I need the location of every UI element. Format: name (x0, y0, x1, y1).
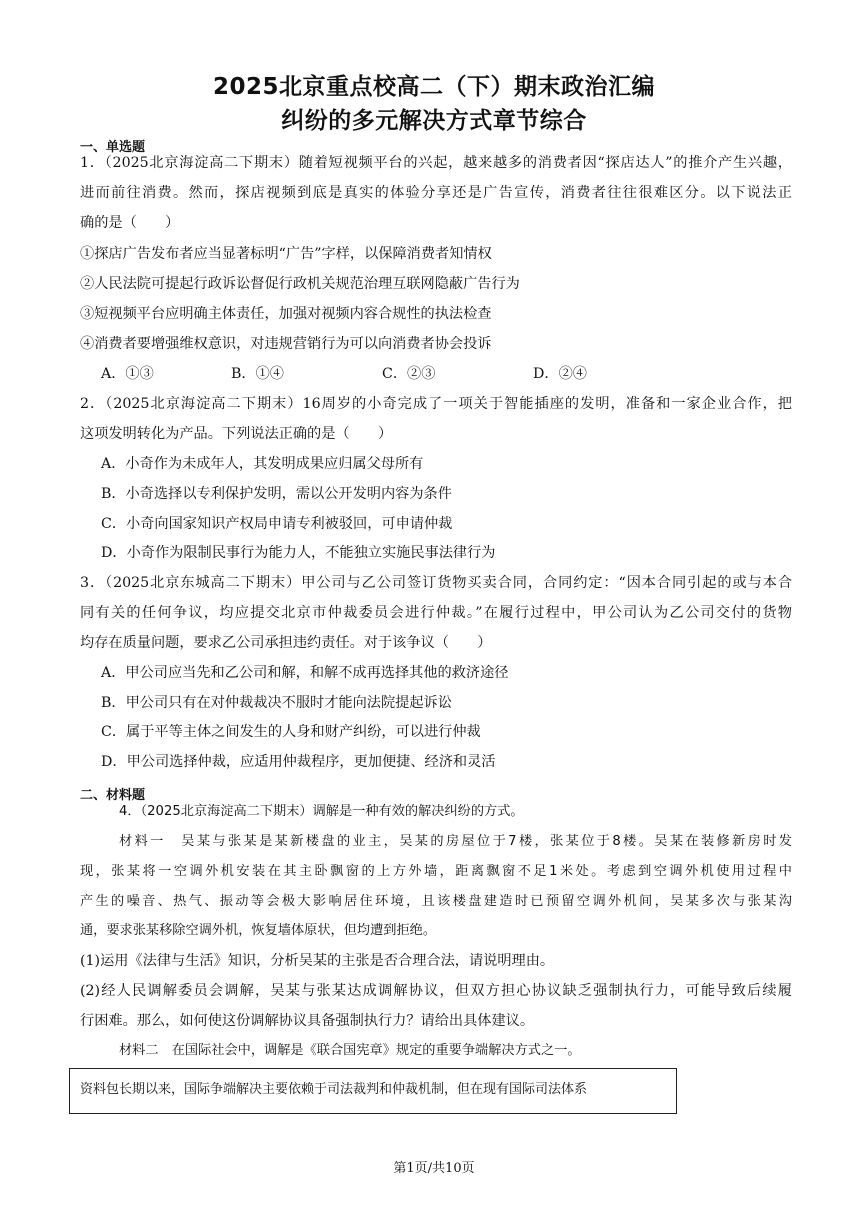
q4-material1-line4: 通，要求张某移除空调外机，恢复墙体原状，但均遭到拒绝。 (80, 923, 437, 938)
page-subtitle: 纠纷的多元解决方式章节综合 (281, 108, 587, 134)
q1-option-c: C．②③ (382, 366, 436, 382)
q4-material1-line3: 产生的噪音、热气、振动等会极大影响居住环境，且该楼盘建造时已预留空调外机间，吴某多次与张某沟 (80, 894, 792, 909)
q4-subquestion-2-line2: 行困难。那么，如何使这份调解协议具备强制执行力？请给出具体建议。 (80, 1013, 535, 1029)
q3-option-b: B．甲公司只有在对仲裁裁决不服时才能向法院提起诉讼 (101, 695, 452, 711)
q2-stem-line2: 这项发明转化为产品。下列说法正确的是（ ） (80, 426, 393, 442)
q2-stem-line1: 2．（2025北京海淀高二下期末）16周岁的小奇完成了一项关于智能插座的发明，准备和一家企业合作，把 (80, 396, 792, 412)
q3-option-c: C．属于平等主体之间发生的人身和财产纠纷，可以进行仲裁 (101, 724, 481, 740)
page-number: 第1页/共10页 (393, 1161, 475, 1176)
q3-stem-line3: 均存在质量问题，要求乙公司承担违约责任。对于该争议（ ） (80, 635, 492, 651)
q1-statement-4: ④消费者要增强维权意识，对违规营销行为可以向消费者协会投诉 (80, 336, 492, 352)
material-box-text: 资料包长期以来，国际争端解决主要依赖于司法裁判和仲裁机制，但在现有国际司法体系 (80, 1082, 588, 1097)
q1-stem-line2: 进而前往消费。然而，探店视频到底是真实的体验分享还是广告宣传，消费者往往很难区分。以下说法正 (80, 185, 792, 201)
section-heading-single-choice: 一、单选题 (80, 140, 146, 155)
q1-stem-line1: 1．（2025北京海淀高二下期末）随着短视频平台的兴起，越来越多的消费者因“探店达人”的推介产生兴趣， (80, 155, 792, 171)
q2-option-d: D．小奇作为限制民事行为能力人，不能独立实施民事法律行为 (101, 545, 496, 561)
q3-stem-line1: 3．（2025北京东城高二下期末）甲公司与乙公司签订货物买卖合同，合同约定：“因本合同引起的或与本合 (80, 575, 792, 591)
q2-option-c: C．小奇向国家知识产权局申请专利被驳回，可申请仲裁 (101, 516, 453, 532)
q1-statement-1: ①探店广告发布者应当显著标明“广告”字样，以保障消费者知情权 (80, 246, 492, 262)
section-heading-material: 二、材料题 (80, 788, 146, 803)
q2-option-b: B．小奇选择以专利保护发明，需以公开发明内容为条件 (101, 486, 452, 502)
q1-statement-2: ②人民法院可提起行政诉讼督促行政机关规范治理互联网隐蔽广告行为 (80, 276, 520, 292)
q1-option-d: D．②④ (533, 366, 587, 382)
q4-subquestion-2-line1: (2)经人民调解委员会调解，吴某与张某达成调解协议，但双方担心协议缺乏强制执行力，可能导致后续履 (80, 983, 792, 999)
material-box (69, 1068, 677, 1114)
q3-option-d: D．甲公司选择仲裁，应适用仲裁程序，更加便捷、经济和灵活 (101, 754, 496, 770)
q1-option-b: B．①④ (231, 366, 284, 382)
q2-option-a: A．小奇作为未成年人，其发明成果应归属父母所有 (101, 456, 424, 472)
q4-material2-line1: 材料二 在国际社会中，调解是《联合国宪章》规定的重要争端解决方式之一。 (119, 1043, 581, 1058)
q1-statement-3: ③短视频平台应明确主体责任，加强对视频内容合规性的执法检查 (80, 306, 492, 322)
q3-stem-line2: 同有关的任何争议，均应提交北京市仲裁委员会进行仲裁。”在履行过程中，甲公司认为乙公司交付的货物 (80, 605, 792, 621)
page-title: 2025北京重点校高二（下）期末政治汇编 (212, 74, 655, 100)
q4-material1-line2: 现，张某将一空调外机安装在其主卧飘窗的上方外墙，距离飘窗不足1米处。考虑到空调外机使用过程中 (80, 864, 792, 879)
q4-material1-line1: 材料一 吴某与张某是某新楼盘的业主，吴某的房屋位于7楼，张某位于8楼。吴某在装修新房时发 (119, 834, 792, 849)
q1-option-a: A．①③ (101, 366, 154, 382)
q4-intro: 4．（2025北京海淀高二下期末）调解是一种有效的解决纠纷的方式。 (119, 804, 524, 819)
q3-option-a: A．甲公司应当先和乙公司和解，和解不成再选择其他的救济途径 (101, 665, 509, 681)
q1-stem-line3: 确的是（ ） (80, 215, 180, 231)
q4-subquestion-1: (1)运用《法律与生活》知识，分析吴某的主张是否合理合法，请说明理由。 (80, 953, 555, 969)
